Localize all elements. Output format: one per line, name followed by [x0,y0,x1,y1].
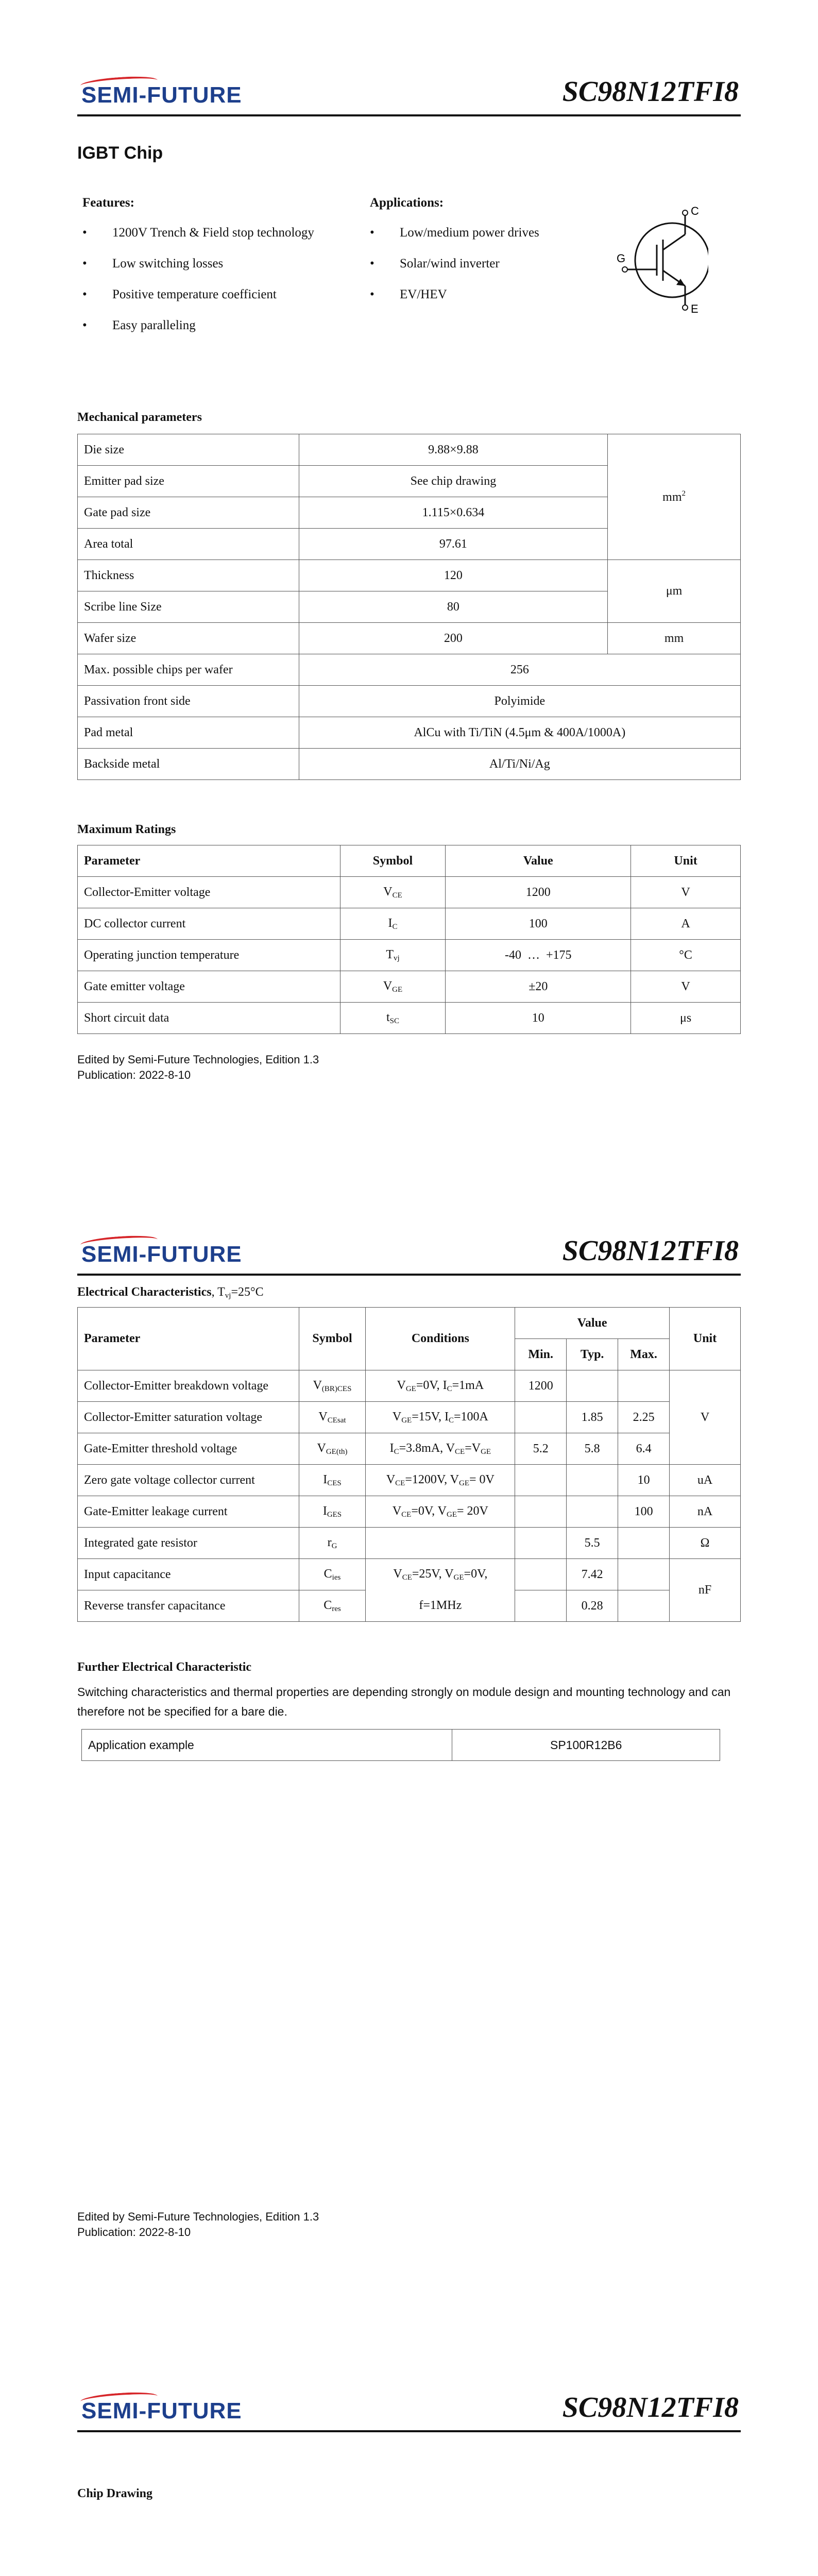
unit-cell: mm [608,623,741,654]
feature-item: Low switching losses [112,257,224,270]
table-row: Collector-Emitter voltage $V_{CE}$ 1200 V [78,877,741,908]
symbol-label-g: G [617,252,626,265]
table-row: Backside metal Al/Ti/Ni/Ag [78,749,741,780]
table-row: Short circuit data $t_{SC}$ 10 μs [78,1003,741,1034]
application-item: EV/HEV [400,287,447,301]
page-2 [0,1157,818,2313]
table-row: Reverse transfer capacitance $C_{res}$ f=1MHz 0.28 [78,1590,741,1622]
max-ratings-table [77,845,741,1034]
page-3 [0,2313,818,2576]
page-header [77,1236,741,1278]
table-row: Operating junction temperature $T_{vj}$ -40 … +175 °C [78,940,741,971]
application-item: Solar/wind inverter [400,257,500,270]
unit-cell: nF [670,1559,741,1622]
symbol-label-c: C [691,205,699,217]
table-row: Application example SP100R12B6 [82,1730,720,1761]
applications-heading: Applications: [370,196,444,210]
unit-cell: $mm^2$ [608,434,741,560]
table-row: Passivation front side Polyimide [78,686,741,717]
company-logo: SEMI-FUTURE [81,82,242,108]
page-header [77,77,741,118]
features-block: Features: • 1200V Trench & Field stop technology • Low switching losses • Positive temperature coefficient • Easy paralleling [82,196,371,349]
table-row: Collector-Emitter saturation voltage $V_{CEsat}$ $V_{GE}=15V$, $I_C=100A$ 1.85 2.25 [78,1402,741,1433]
feature-item: Positive temperature coefficient [112,287,277,301]
features-heading: Features: [82,196,134,210]
part-number: SC98N12TFI8 [562,2392,739,2424]
doc-title: IGBT Chip [77,143,163,163]
table-row: Gate emitter voltage $V_{GE}$ ±20 V [78,971,741,1003]
table-header-row: Parameter Symbol Conditions Value Unit [78,1308,741,1339]
table-row: Gate-Emitter leakage current $I_{GES}$ $V_{CE}=0V$, $V_{GE}= 20V$ 100 nA [78,1496,741,1528]
part-number: SC98N12TFI8 [562,1235,739,1267]
table-row: DC collector current $I_C$ 100 A [78,908,741,940]
further-heading: Further Electrical Characteristic [77,1660,252,1674]
page-footer: Edited by Semi-Future Technologies, Edition 1.3 Publication: 2022-8-10 [77,1053,319,1081]
table-row: Die size 9.88×9.88 $mm^2$ [78,434,741,466]
igbt-symbol-icon [616,204,708,322]
table-row: Input capacitance $C_{ies}$ $V_{CE}=25V$, $V_{GE}=0V$, 7.42 nF [78,1559,741,1590]
table-header-row: Parameter Symbol Value Unit [78,845,741,877]
chip-drawing-heading: Chip Drawing [77,2487,153,2500]
table-row: Scribe line Size 80 [78,591,741,623]
further-text: Switching characteristics and thermal properties are depending strongly on module design and mounting technology and can therefore not be specified for a bare die. [77,1685,731,1718]
table-row: Gate-Emitter threshold voltage $V_{GE(th)}$ $I_C=3.8mA$, $V_{CE}=V_{GE}$ 5.2 5.8 6.4 [78,1433,741,1465]
unit-cell: V [670,1370,741,1465]
electrical-heading: Electrical Characteristics, $T_{vj}=25^\circ C$ [77,1285,264,1300]
table-row: Collector-Emitter breakdown voltage $V_{(BR)CES}$ $V_{GE}=0V$, $I_C=1mA$ 1200 V [78,1370,741,1402]
mechanical-table [77,434,741,780]
table-row: Wafer size 200 mm [78,623,741,654]
part-number: SC98N12TFI8 [562,76,739,108]
application-table [81,1729,720,1761]
table-row: Max. possible chips per wafer 256 [78,654,741,686]
table-row: Integrated gate resistor $r_G$ 5.5 Ω [78,1528,741,1559]
header-rule [77,1274,741,1276]
table-row: Emitter pad size See chip drawing [78,466,741,497]
table-row: Gate pad size 1.115×0.634 [78,497,741,529]
feature-item: Easy paralleling [112,318,196,332]
table-row: Zero gate voltage collector current $I_{CES}$ $V_{CE}=1200V$, $V_{GE}= 0V$ 10 uA [78,1465,741,1496]
unit-cell: uA [670,1465,741,1496]
page-1 [0,0,818,1157]
header-rule [77,2430,741,2432]
table-row: Area total 97.61 [78,529,741,560]
company-logo: SEMI-FUTURE [81,2398,242,2424]
max-ratings-heading: Maximum Ratings [77,823,176,836]
table-row: Pad metal AlCu with Ti/TiN (4.5μm & 400A/1000A) [78,717,741,749]
symbol-label-e: E [691,302,698,315]
header-rule [77,114,741,116]
feature-item: 1200V Trench & Field stop technology [112,226,314,240]
table-row: Thickness 120 μm [78,560,741,591]
page-header [77,2393,741,2434]
unit-cell: μm [608,560,741,623]
electrical-table [77,1307,741,1622]
page-footer: Edited by Semi-Future Technologies, Edition 1.3 Publication: 2022-8-10 [77,2210,319,2239]
company-logo: SEMI-FUTURE [81,1242,242,1267]
mechanical-heading: Mechanical parameters [77,411,202,424]
applications-block: Applications: • Low/medium power drives • Solar/wind inverter • EV/HEV [370,196,576,318]
unit-cell: Ω [670,1528,741,1559]
application-item: Low/medium power drives [400,226,539,240]
table-header-row: Min. Typ. Max. [78,1339,741,1370]
unit-cell: nA [670,1496,741,1528]
